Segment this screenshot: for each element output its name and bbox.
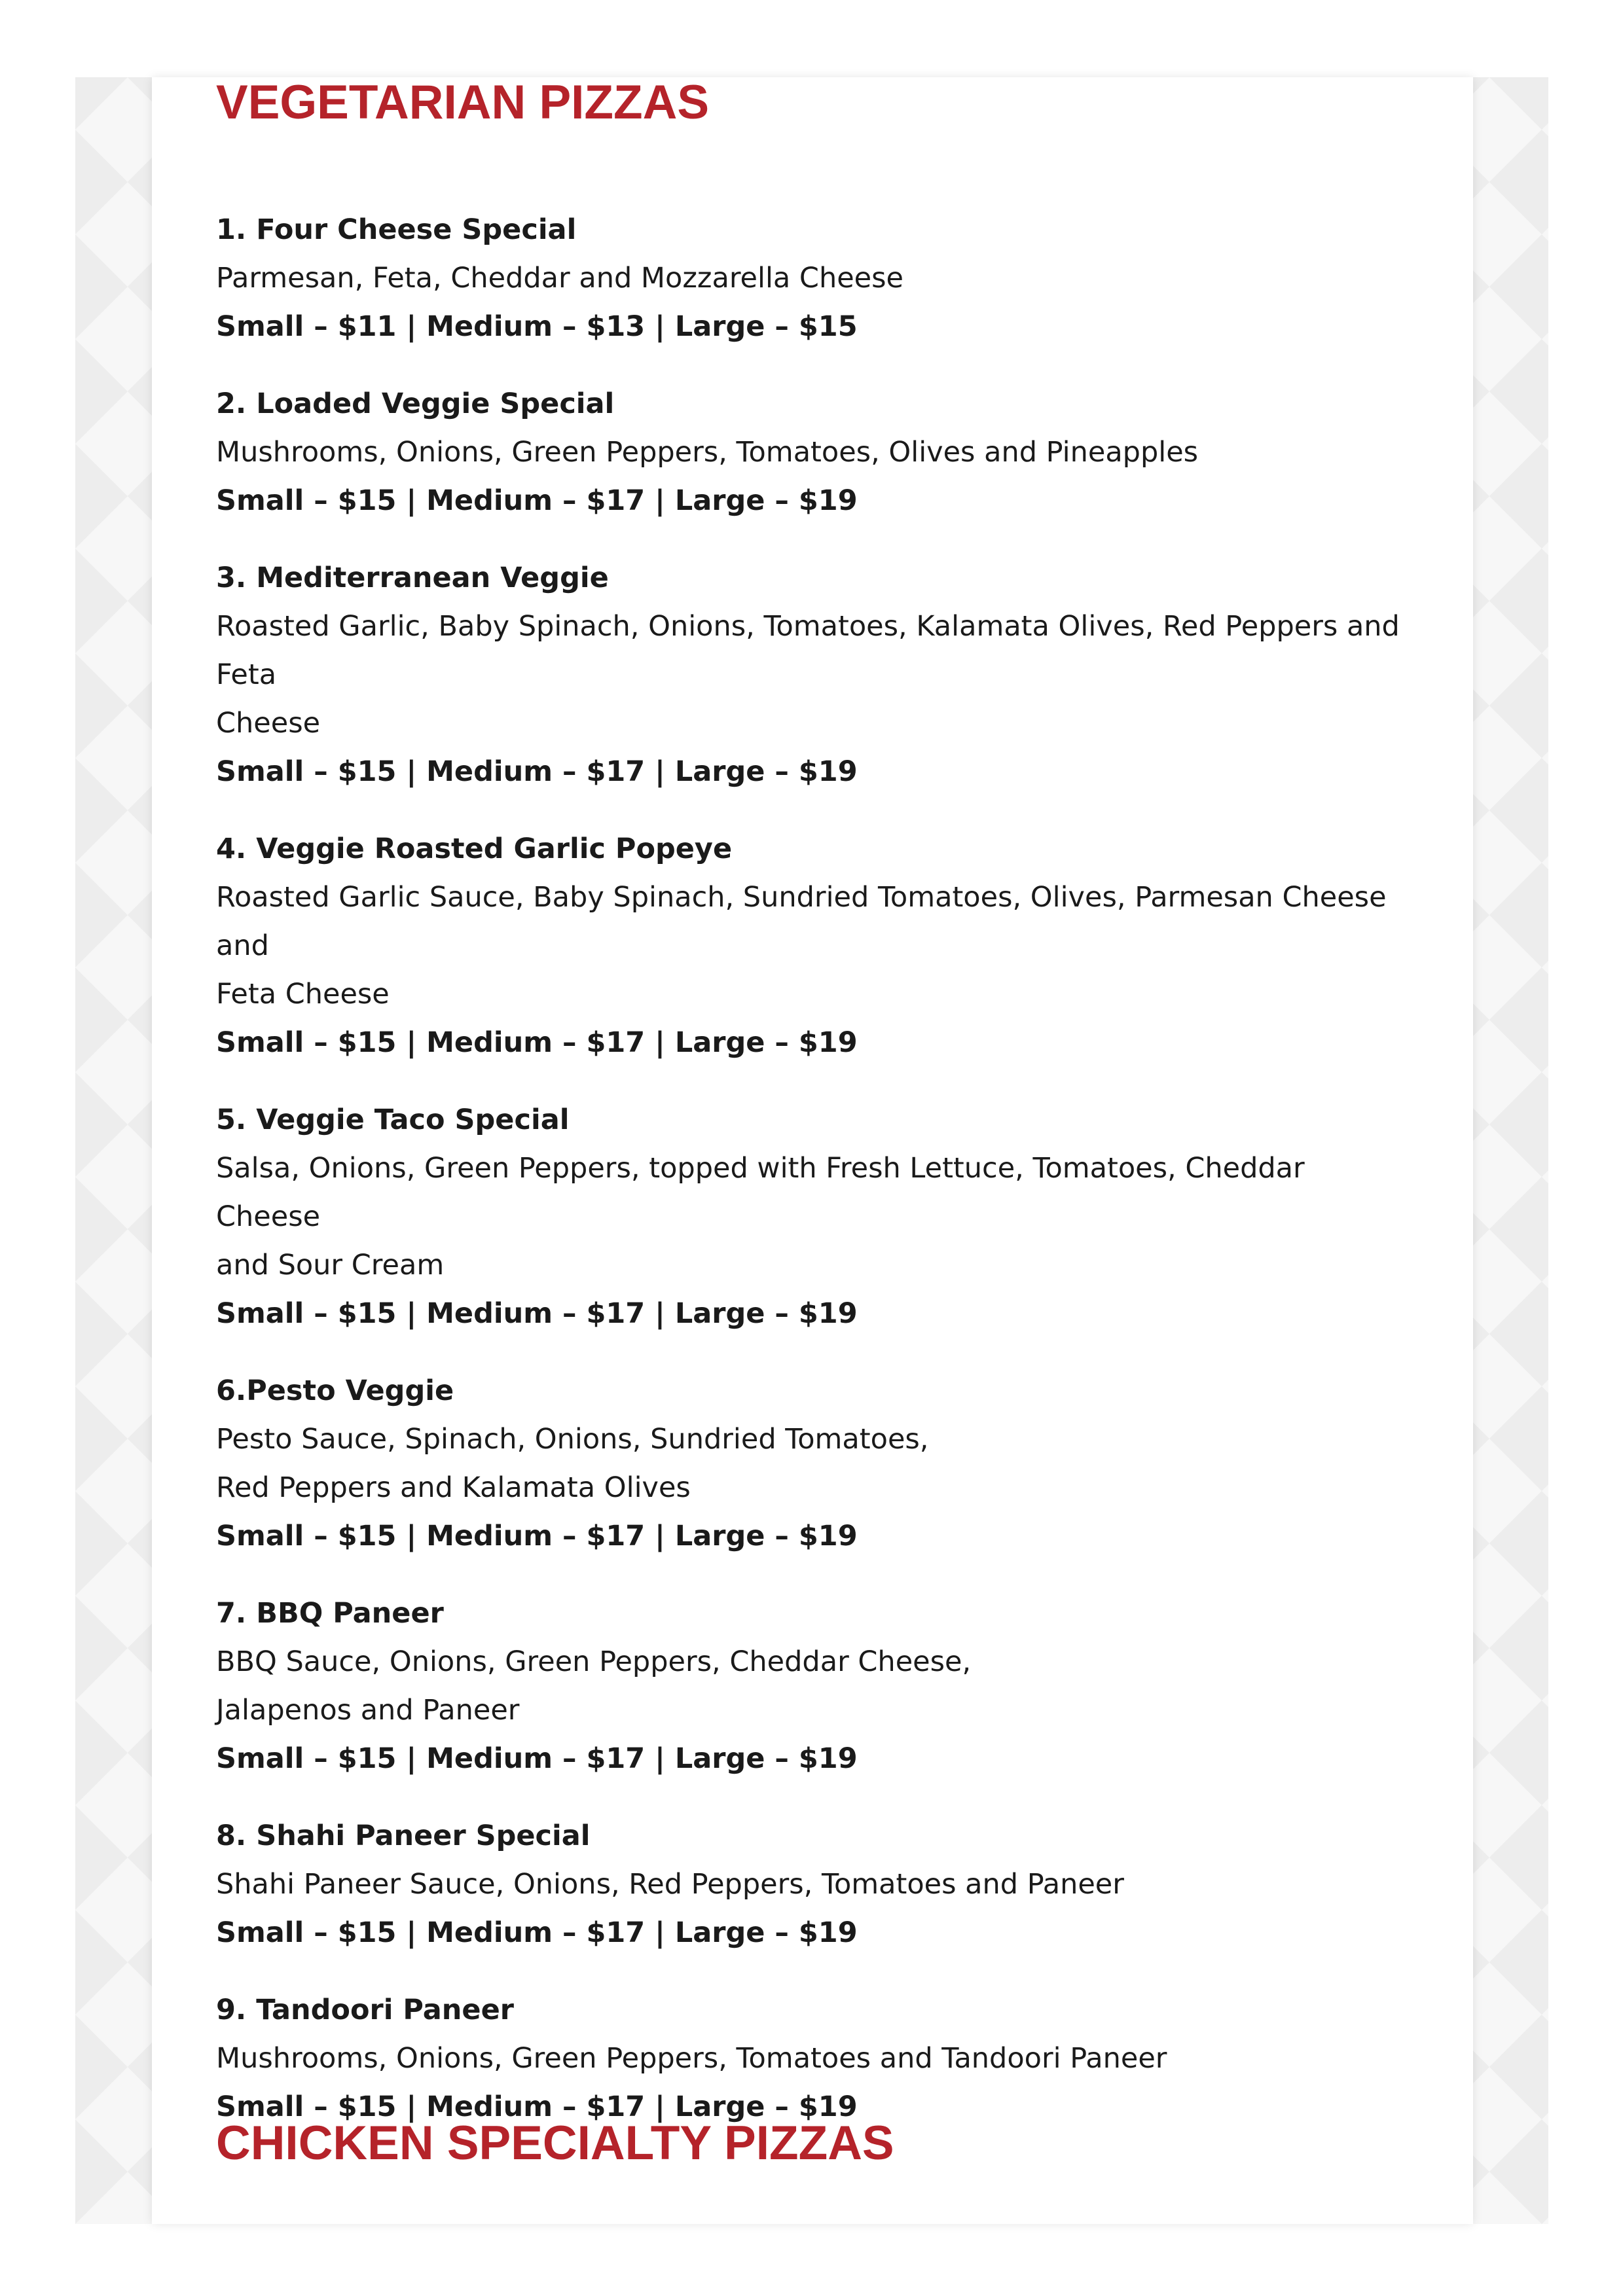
item-description-line: Roasted Garlic, Baby Spinach, Onions, Tomatoes, Kalamata Olives, Red Peppers and Feta [216, 610, 1400, 691]
item-description-line: and Sour Cream [216, 1249, 445, 1282]
item-description-line: Roasted Garlic Sauce, Baby Spinach, Sundried Tomatoes, Olives, Parmesan Cheese and [216, 881, 1387, 962]
item-description-line: Mushrooms, Onions, Green Peppers, Tomatoes, Olives and Pineapples [216, 436, 1199, 469]
item-name: 9. Tandoori Paneer [216, 1994, 514, 2026]
menu-content [216, 73, 1414, 2160]
item-name: 5. Veggie Taco Special [216, 1103, 570, 1136]
item-description-line: Jalapenos and Paneer [216, 1694, 520, 1727]
item-price: Small – $15 | Medium – $17 | Large – $19 [216, 2090, 858, 2123]
item-name: 4. Veggie Roasted Garlic Popeye [216, 833, 733, 865]
item-price: Small – $15 | Medium – $17 | Large – $19 [216, 1520, 858, 1552]
item-description-line: Feta Cheese [216, 978, 390, 1011]
item-name: 3. Mediterranean Veggie [216, 562, 609, 594]
menu-item [216, 825, 1414, 1067]
item-description-line: Parmesan, Feta, Cheddar and Mozzarella Cheese [216, 262, 903, 295]
item-price: Small – $11 | Medium – $13 | Large – $15 [216, 310, 858, 343]
item-description-line: Pesto Sauce, Spinach, Onions, Sundried Tomatoes, [216, 1423, 929, 1456]
menu-item [216, 380, 1414, 525]
item-description [216, 602, 1414, 747]
item-description-line: BBQ Sauce, Onions, Green Peppers, Cheddar Cheese, [216, 1645, 972, 1678]
menu-item [216, 1986, 1414, 2131]
menu-item [216, 554, 1414, 796]
item-name: 1. Four Cheese Special [216, 213, 577, 246]
menu-item [216, 206, 1414, 351]
item-description-line: Mushrooms, Onions, Green Peppers, Tomatoes and Tandoori Paneer [216, 2042, 1167, 2075]
item-description-line: Salsa, Onions, Green Peppers, topped with Fresh Lettuce, Tomatoes, Cheddar Cheese [216, 1152, 1305, 1233]
item-description [216, 254, 1414, 302]
item-description-line: Cheese [216, 707, 321, 740]
vegetarian-item-list [216, 206, 1414, 2131]
item-price: Small – $15 | Medium – $17 | Large – $19 [216, 1297, 858, 1330]
item-price: Small – $15 | Medium – $17 | Large – $19 [216, 1026, 858, 1059]
section-title-vegetarian: VEGETARIAN PIZZAS [216, 76, 710, 129]
item-description [216, 1144, 1414, 1289]
item-description-line: Red Peppers and Kalamata Olives [216, 1471, 691, 1504]
item-name: 7. BBQ Paneer [216, 1597, 444, 1630]
section-title-chicken: CHICKEN SPECIALTY PIZZAS [216, 2117, 894, 2170]
item-description [216, 1860, 1414, 1909]
item-price: Small – $15 | Medium – $17 | Large – $19 [216, 484, 858, 517]
item-name: 8. Shahi Paneer Special [216, 1820, 591, 1852]
item-description-line: Shahi Paneer Sauce, Onions, Red Peppers, Tomatoes and Paneer [216, 1868, 1124, 1901]
item-name: 2. Loaded Veggie Special [216, 387, 615, 420]
menu-item [216, 1812, 1414, 1957]
item-price: Small – $15 | Medium – $17 | Large – $19 [216, 755, 858, 788]
item-price: Small – $15 | Medium – $17 | Large – $19 [216, 1916, 858, 1949]
item-price: Small – $15 | Medium – $17 | Large – $19 [216, 1742, 858, 1775]
menu-item [216, 1096, 1414, 1338]
item-description [216, 873, 1414, 1018]
item-description [216, 1415, 1414, 1512]
item-name: 6.Pesto Veggie [216, 1374, 454, 1407]
item-description [216, 1638, 1414, 1734]
item-description [216, 2034, 1414, 2083]
menu-item [216, 1589, 1414, 1783]
item-description [216, 428, 1414, 476]
menu-item [216, 1367, 1414, 1560]
